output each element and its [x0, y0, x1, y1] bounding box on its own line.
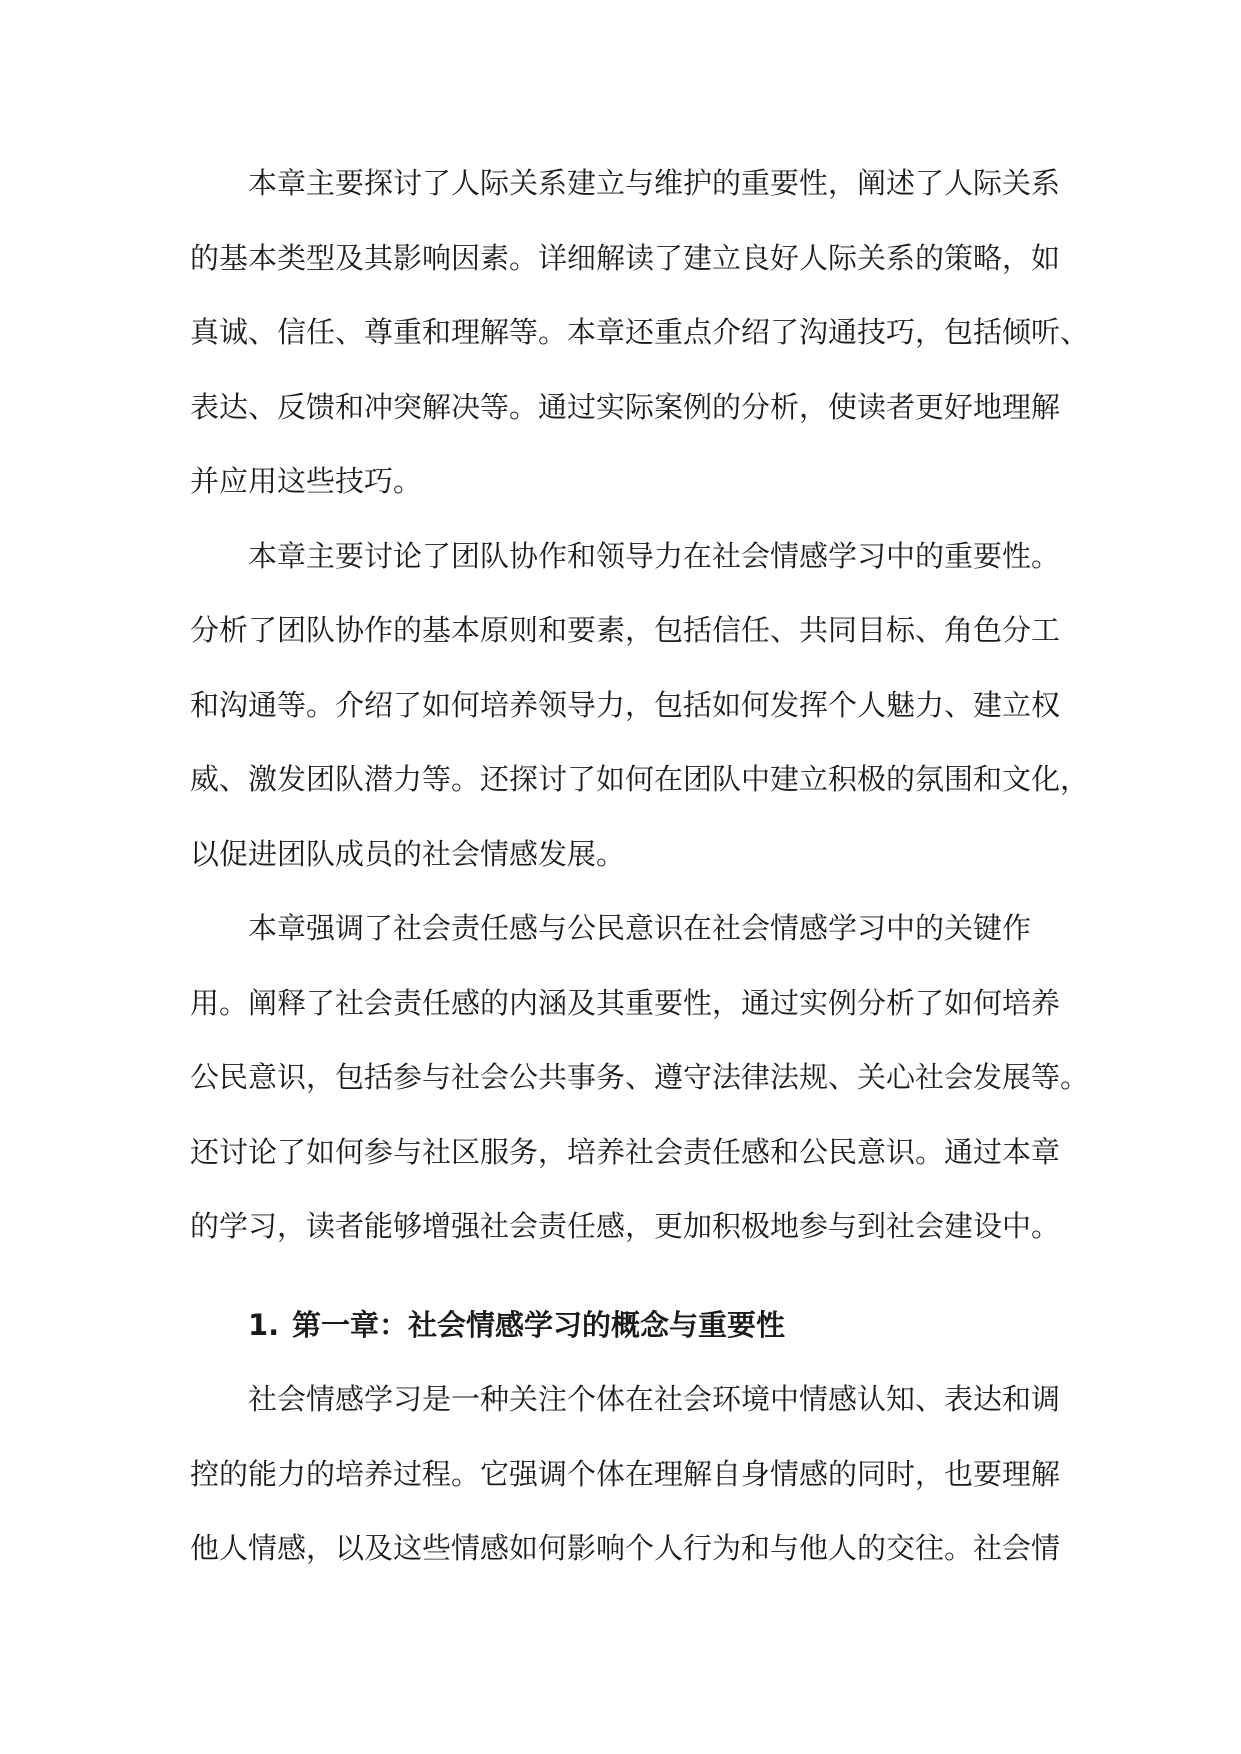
heading-number: 1. [248, 1307, 280, 1342]
text-line: 本章主要探讨了人际关系建立与维护的重要性，阐述了人际关系 [248, 166, 1061, 200]
text-line: 社会情感学习是一种关注个体在社会环境中情感认知、表达和调 [248, 1382, 1061, 1416]
paragraph-civic-responsibility [190, 891, 1090, 1264]
text-line: 还讨论了如何参与社区服务，培养社会责任感和公民意识。通过本章 [190, 1134, 1061, 1169]
text-line: 威、激发团队潜力等。还探讨了如何在团队中建立积极的氛围和文化， [190, 762, 1090, 796]
chapter-heading [190, 1288, 1056, 1363]
heading-title: 第一章：社会情感学习的概念与重要性 [292, 1307, 786, 1342]
text-line: 用。阐释了社会责任感的内涵及其重要性，通过实例分析了如何培养 [190, 985, 1061, 1020]
paragraph-teamwork [190, 519, 1090, 892]
text-line: 的学习，读者能够增强社会责任感，更加积极地参与到社会建设中。 [190, 1209, 1061, 1243]
paragraph-sel-definition [190, 1362, 1061, 1586]
text-line: 他人情感，以及这些情感如何影响个人行为和与他人的交往。社会情 [190, 1531, 1061, 1565]
text-line: 本章强调了社会责任感与公民意识在社会情感学习中的关键作 [248, 911, 1032, 945]
text-line: 本章主要讨论了团队协作和领导力在社会情感学习中的重要性。 [248, 538, 1061, 573]
text-line: 的基本类型及其影响因素。详细解读了建立良好人际关系的策略，如 [190, 240, 1061, 275]
text-line: 并应用这些技巧。 [190, 464, 423, 498]
text-line: 表达、反馈和冲突解决等。通过实际案例的分析，使读者更好地理解 [190, 389, 1061, 424]
document-page [190, 146, 1090, 1586]
text-line: 控的能力的培养过程。它强调个体在理解自身情感的同时，也要理解 [190, 1456, 1061, 1491]
text-line: 和沟通等。介绍了如何培养领导力，包括如何发挥个人魅力、建立权 [190, 687, 1061, 722]
text-line: 公民意识，包括参与社会公共事务、遵守法律法规、关心社会发展等。 [190, 1060, 1090, 1094]
paragraph-relationships [190, 146, 1090, 519]
text-line: 分析了团队协作的基本原则和要素，包括信任、共同目标、角色分工 [190, 613, 1061, 647]
spacer [190, 1264, 1056, 1288]
text-line: 以促进团队成员的社会情感发展。 [190, 836, 626, 871]
text-line: 真诚、信任、尊重和理解等。本章还重点介绍了沟通技巧，包括倾听、 [190, 315, 1090, 349]
